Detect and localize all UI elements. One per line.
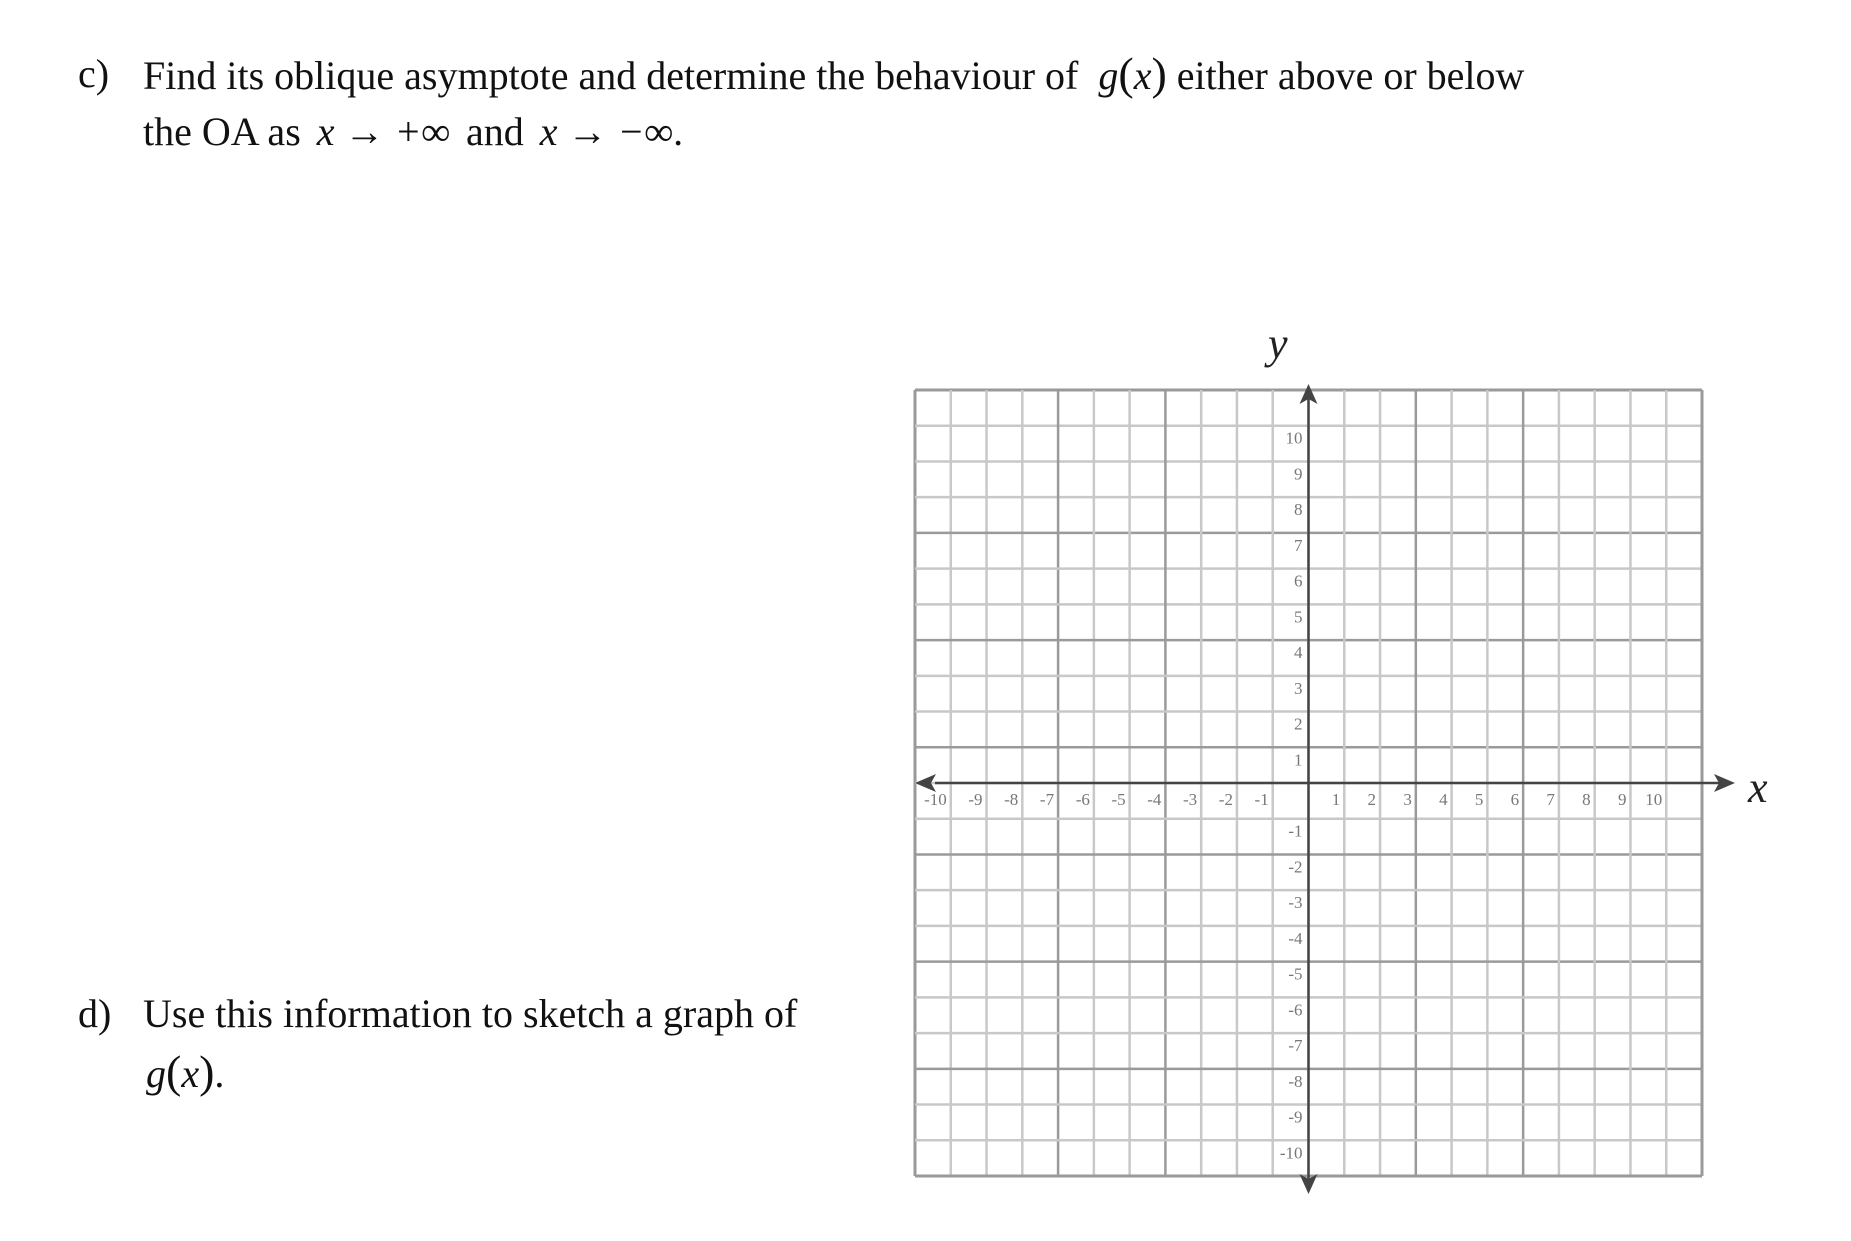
question-c-label: c): [78, 51, 110, 96]
x-tick-label: -9: [968, 790, 983, 809]
y-tick-label: -9: [1288, 1107, 1303, 1127]
y-tick-label: -1: [1288, 821, 1303, 841]
x-tick-label: 6: [1510, 790, 1520, 809]
y-axis-label: y: [1268, 319, 1288, 368]
y-tick-label: -4: [1288, 928, 1303, 948]
x-tick-label: 3: [1403, 790, 1412, 809]
x-tick-label: -4: [1147, 790, 1162, 809]
function-expression: g(x): [146, 1046, 215, 1097]
x-tick-label: -6: [1075, 790, 1090, 809]
x-tick-label: 4: [1439, 790, 1448, 809]
y-tick-label: 9: [1294, 464, 1303, 484]
y-tick-label: -10: [1279, 1143, 1303, 1163]
y-tick-label: 5: [1294, 607, 1303, 627]
y-tick-label: -2: [1288, 857, 1303, 877]
y-tick-label: -6: [1288, 1000, 1303, 1020]
y-tick-label: -7: [1288, 1036, 1303, 1056]
x-tick-label: -8: [1004, 790, 1019, 809]
y-tick-label: 7: [1294, 535, 1303, 555]
function-expression: g(x): [1098, 48, 1167, 99]
limit-positive-infinity: x → +∞: [316, 109, 451, 154]
y-tick-label: 8: [1294, 500, 1303, 520]
question-c-text-2: either above or below: [1176, 53, 1525, 98]
limit-negative-infinity: x → −∞: [539, 109, 674, 154]
x-tick-label: 2: [1367, 790, 1377, 809]
x-tick-labels: [924, 790, 1662, 809]
y-tick-label: 6: [1294, 571, 1303, 591]
y-tick-label: -5: [1288, 964, 1303, 984]
y-tick-label: -8: [1288, 1071, 1303, 1091]
question-c-text-1: Find its oblique asymptote and determine the behaviour of: [143, 53, 1079, 98]
question-d-line-1: Use this information to sketch a graph of: [143, 991, 798, 1036]
x-tick-label: 7: [1546, 790, 1555, 809]
x-tick-label: 5: [1474, 790, 1484, 809]
question-d-label: d): [78, 991, 112, 1036]
x-tick-label: -10: [924, 790, 947, 809]
question-c-joiner: and: [466, 109, 524, 154]
x-tick-label: -2: [1218, 790, 1233, 809]
x-tick-label: -1: [1254, 790, 1269, 809]
x-tick-label: 9: [1617, 790, 1627, 809]
x-tick-label: 8: [1582, 790, 1591, 809]
y-tick-label: -3: [1288, 893, 1303, 913]
axes: [915, 384, 1735, 1194]
x-tick-label: -3: [1183, 790, 1198, 809]
x-tick-label: 1: [1331, 790, 1341, 809]
y-tick-labels: [1280, 429, 1303, 1163]
y-tick-label: 1: [1294, 750, 1303, 770]
y-tick-label: 2: [1294, 714, 1303, 734]
question-c-text-3: the OA as: [143, 109, 301, 154]
y-tick-label: 3: [1294, 678, 1303, 698]
x-tick-label: -7: [1039, 790, 1055, 809]
y-tick-label: 4: [1294, 643, 1303, 663]
x-tick-label: 10: [1645, 790, 1663, 809]
y-tick-label: 10: [1285, 428, 1303, 448]
x-axis-label: x: [1748, 763, 1768, 812]
question-d-line-2: g(x).: [146, 1046, 225, 1097]
x-tick-label: -5: [1111, 790, 1126, 809]
question-c-line-2: the OA as x → +∞ and x → −∞.: [143, 109, 684, 154]
